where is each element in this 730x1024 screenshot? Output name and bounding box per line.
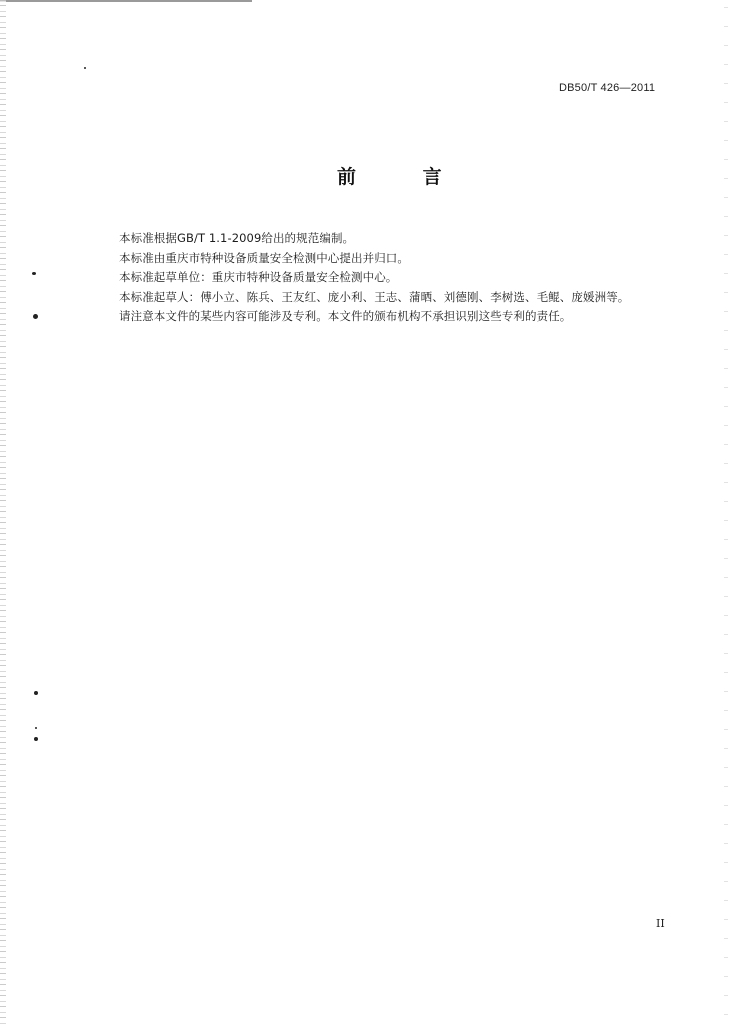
foreword-line-drafters: 本标准起草人：傅小立、陈兵、王友红、庞小利、王志、蒲晒、刘德刚、李树选、毛鲲、庞媛洲等。 — [119, 289, 630, 304]
page-title: 前 言 — [337, 166, 472, 188]
foreword-line-patent-notice: 请注意本文件的某些内容可能涉及专利。本文件的颁布机构不承担识别这些专利的责任。 — [119, 309, 572, 324]
scan-speck — [34, 737, 38, 741]
scan-speck — [84, 67, 86, 69]
foreword-line-drafting-unit: 本标准起草单位：重庆市特种设备质量安全检测中心。 — [119, 270, 398, 285]
scan-left-edge — [0, 0, 6, 1024]
scan-top-edge — [0, 0, 252, 2]
foreword-body — [119, 229, 679, 327]
document-code: DB50/T 426—2011 — [559, 82, 656, 94]
scan-right-edge — [724, 0, 728, 1024]
scan-speck — [35, 727, 37, 729]
foreword-line-standard-basis: 本标准根据GB/T 1.1-2009给出的规范编制。 — [119, 231, 355, 245]
scan-speck — [34, 691, 38, 695]
scan-speck — [33, 314, 38, 319]
scan-speck — [32, 272, 36, 275]
page-number: II — [656, 917, 665, 930]
foreword-line-proposer: 本标准由重庆市特种设备质量安全检测中心提出并归口。 — [119, 250, 409, 265]
